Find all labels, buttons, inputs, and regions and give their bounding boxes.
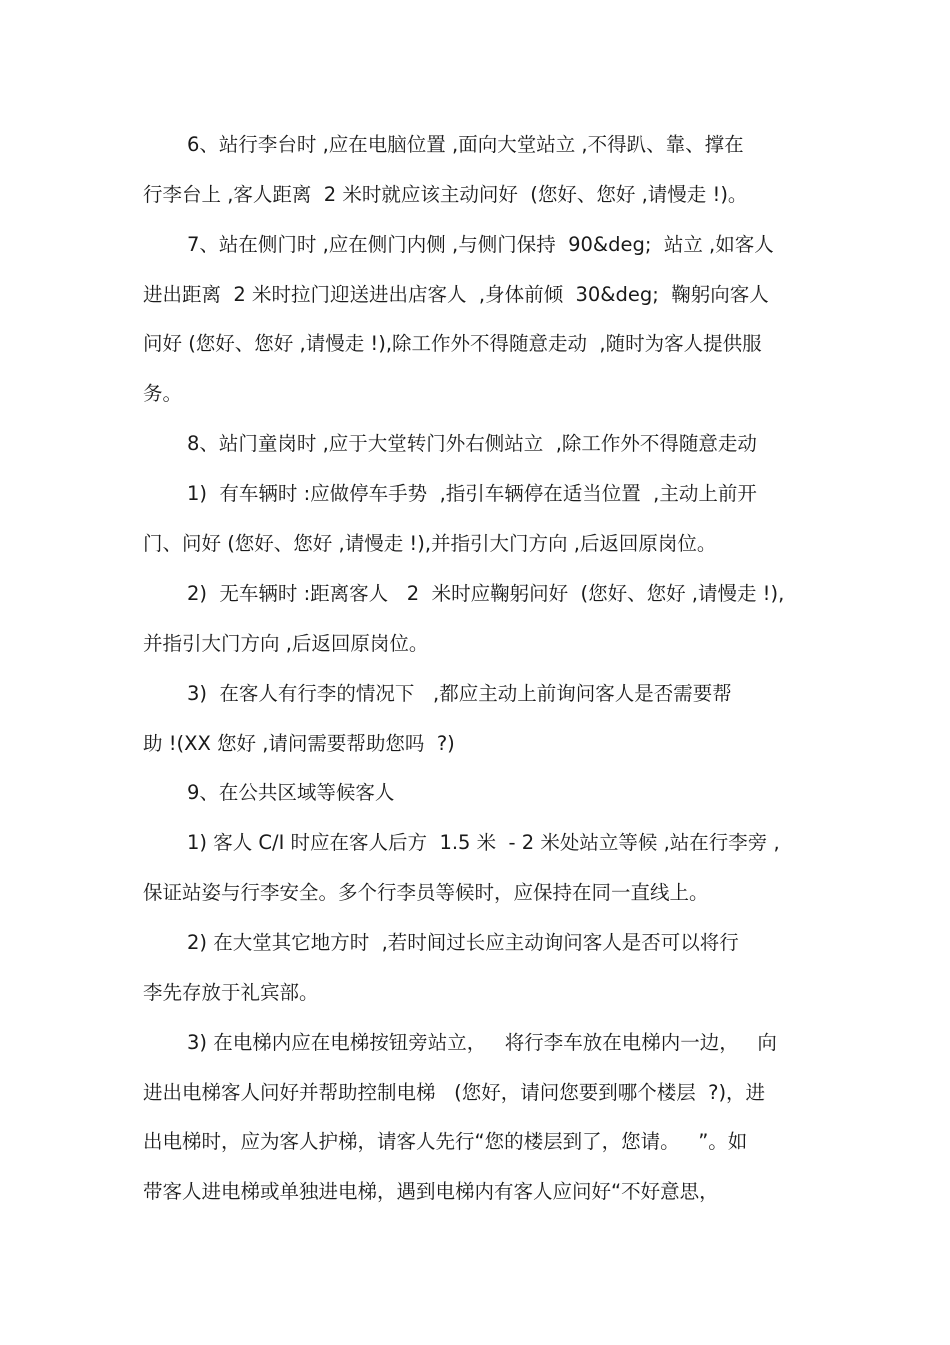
text-line: 进出电梯客人问好并帮助控制电梯 (您好，请问您要到哪个楼层 ?)，进 <box>143 1081 766 1104</box>
text-line: 进出距离 2 米时拉门迎送进出店客人 ,身体前倾 30&deg; 鞠躬向客人 <box>143 283 769 306</box>
text-line: 问好 (您好、您好 ,请慢走 !),除工作外不得随意走动 ,随时为客人提供服 <box>143 332 762 355</box>
text-line: 9、在公共区域等候客人 <box>187 781 395 804</box>
text-line: 助 !(XX 您好 ,请问需要帮助您吗 ?) <box>143 732 455 755</box>
text-line: 务。 <box>143 382 183 405</box>
text-line: 6、站行李台时 ,应在电脑位置 ,面向大堂站立 ,不得趴、靠、撑在 <box>187 133 744 156</box>
text-line: 1) 有车辆时 :应做停车手势 ,指引车辆停在适当位置 ,主动上前开 <box>187 482 757 505</box>
text-line: 8、站门童岗时 ,应于大堂转门外右侧站立 ,除工作外不得随意走动 <box>187 432 757 455</box>
text-line: 行李台上 ,客人距离 2 米时就应该主动问好 (您好、您好 ,请慢走 !)。 <box>143 183 748 206</box>
text-line: 保证站姿与行李安全。多个行李员等候时，应保持在同一直线上。 <box>143 881 709 904</box>
text-line: 7、站在侧门时 ,应在侧门内侧 ,与侧门保持 90&deg; 站立 ,如客人 <box>187 233 774 256</box>
text-line: 并指引大门方向 ,后返回原岗位。 <box>143 632 429 655</box>
text-line: 带客人进电梯或单独进电梯，遇到电梯内有客人应问好“不好意思， <box>143 1180 719 1203</box>
text-line: 李先存放于礼宾部。 <box>143 981 319 1004</box>
text-line: 1) 客人 C/I 时应在客人后方 1.5 米 - 2 米处站立等候 ,站在行李旁 , <box>187 831 780 854</box>
text-line: 2) 无车辆时 :距离客人 2 米时应鞠躬问好 (您好、您好 ,请慢走 !), <box>187 582 785 605</box>
text-line: 3) 在客人有行李的情况下 ,都应主动上前询问客人是否需要帮 <box>187 682 732 705</box>
text-line: 3) 在电梯内应在电梯按钮旁站立， 将行李车放在电梯内一边， 向 <box>187 1031 777 1054</box>
text-line: 门、问好 (您好、您好 ,请慢走 !),并指引大门方向 ,后返回原岗位。 <box>143 532 717 555</box>
text-line: 出电梯时，应为客人护梯，请客人先行“您的楼层到了，您请。 ”。如 <box>143 1130 748 1153</box>
text-line: 2) 在大堂其它地方时 ,若时间过长应主动询问客人是否可以将行 <box>187 931 739 954</box>
